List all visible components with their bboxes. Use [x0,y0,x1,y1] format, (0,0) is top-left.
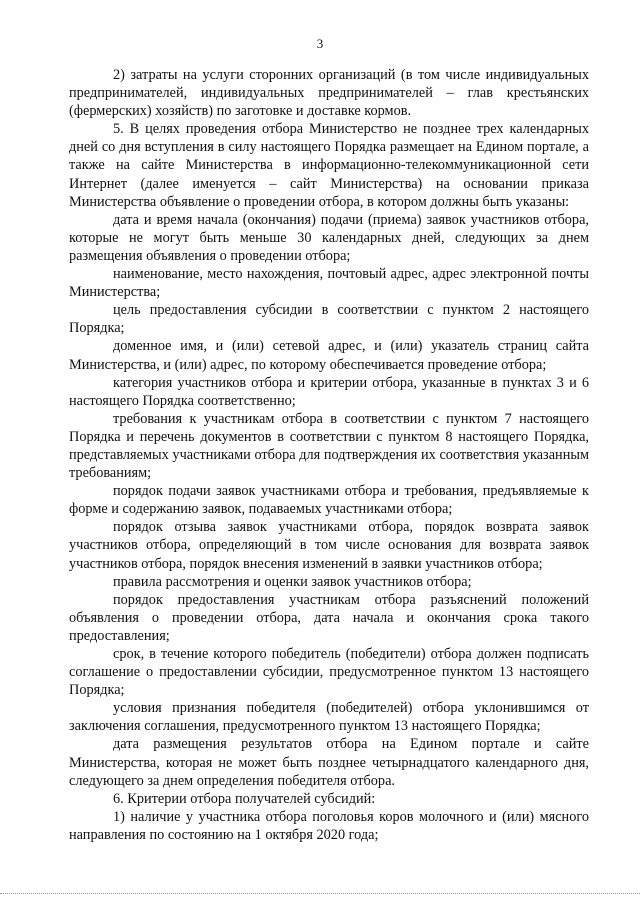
paragraph-signing-deadline: срок, в течение которого победитель (победители) отбора должен подписать соглашение о предоставлении субсидии, предусмотренное пунктом 13 настоящего Порядка; [69,646,589,699]
paragraph-subsidy-purpose: цель предоставления субсидии в соответствии с пунктом 2 настоящего Порядка; [69,302,589,337]
paragraph-costs-third-party: 2) затраты на услуги сторонних организаций (в том числе индивидуальных предпринимателей, индивидуальных предпринимателей – глав крестьянских (фермерских) хозяйств) по заготовке и доставке кормов. [69,67,589,120]
paragraph-participant-category: категория участников отбора и критерии отбора, указанные в пунктах 3 и 6 настоящего Порядка соответственно; [69,374,589,409]
document-body [69,66,589,844]
paragraph-application-submission: порядок подачи заявок участниками отбора и требования, предъявляемые к форме и содержанию заявок, подаваемых участниками отбора; [69,483,589,518]
paragraph-evasion-conditions: условия признания победителя (победителей) отбора уклонившимся от заключения соглашения, предусмотренного пунктом 13 настоящего Порядка; [69,700,589,735]
paragraph-clarifications: порядок предоставления участникам отбора разъяснений положений объявления о проведении отбора, дата начала и окончания срока такого предоставления; [69,591,589,644]
paragraph-application-withdrawal: порядок отзыва заявок участниками отбора, порядок возврата заявок участников отбора, определяющий в том числе основания для возврата заявок участников отбора, порядок внесения изменений в заявки участников отбора; [69,519,589,572]
paragraph-item-5-announcement: 5. В целях проведения отбора Министерство не позднее трех календарных дней со дня вступления в силу настоящего Порядка размещает на Едином портале, а также на сайте Министерства в информационно-телекоммуникационной сети Интернет (далее именуется – сайт Министерства) на основании приказа Министерства объявление о проведении отбора, в котором должны быть указаны: [69,121,589,210]
paragraph-application-dates: дата и время начала (окончания) подачи (приема) заявок участников отбора, которые не могут быть меньше 30 календарных дней, следующих за днем размещения объявления о проведении отбора; [69,211,589,264]
paragraph-participant-requirements: требования к участникам отбора в соответствии с пунктом 7 настоящего Порядка и перечень документов в соответствии с пунктом 8 настоящего Порядка, представляемых участниками отбора для подтверждения их соответствия указанным требованиям; [69,410,589,482]
paragraph-domain-name: доменное имя, и (или) сетевой адрес, и (или) указатель страниц сайта Министерства, и (или) адрес, по которому обеспечивается проведение отбора; [69,338,589,373]
paragraph-results-date: дата размещения результатов отбора на Едином портале и сайте Министерства, которая не может быть позднее четырнадцатого календарного дня, следующего за днем определения победителя отбора. [69,736,589,789]
paragraph-criterion-1-livestock: 1) наличие у участника отбора поголовья коров молочного и (или) мясного направления по состоянию на 1 октября 2020 года; [69,808,589,843]
paragraph-review-rules: правила рассмотрения и оценки заявок участников отбора; [113,573,472,590]
page-number: 3 [316,36,324,51]
paragraph-item-6-criteria: 6. Критерии отбора получателей субсидий: [113,790,376,807]
paragraph-ministry-contacts: наименование, место нахождения, почтовый адрес, адрес электронной почты Министерства; [69,266,589,301]
page-bottom-edge [0,893,640,894]
